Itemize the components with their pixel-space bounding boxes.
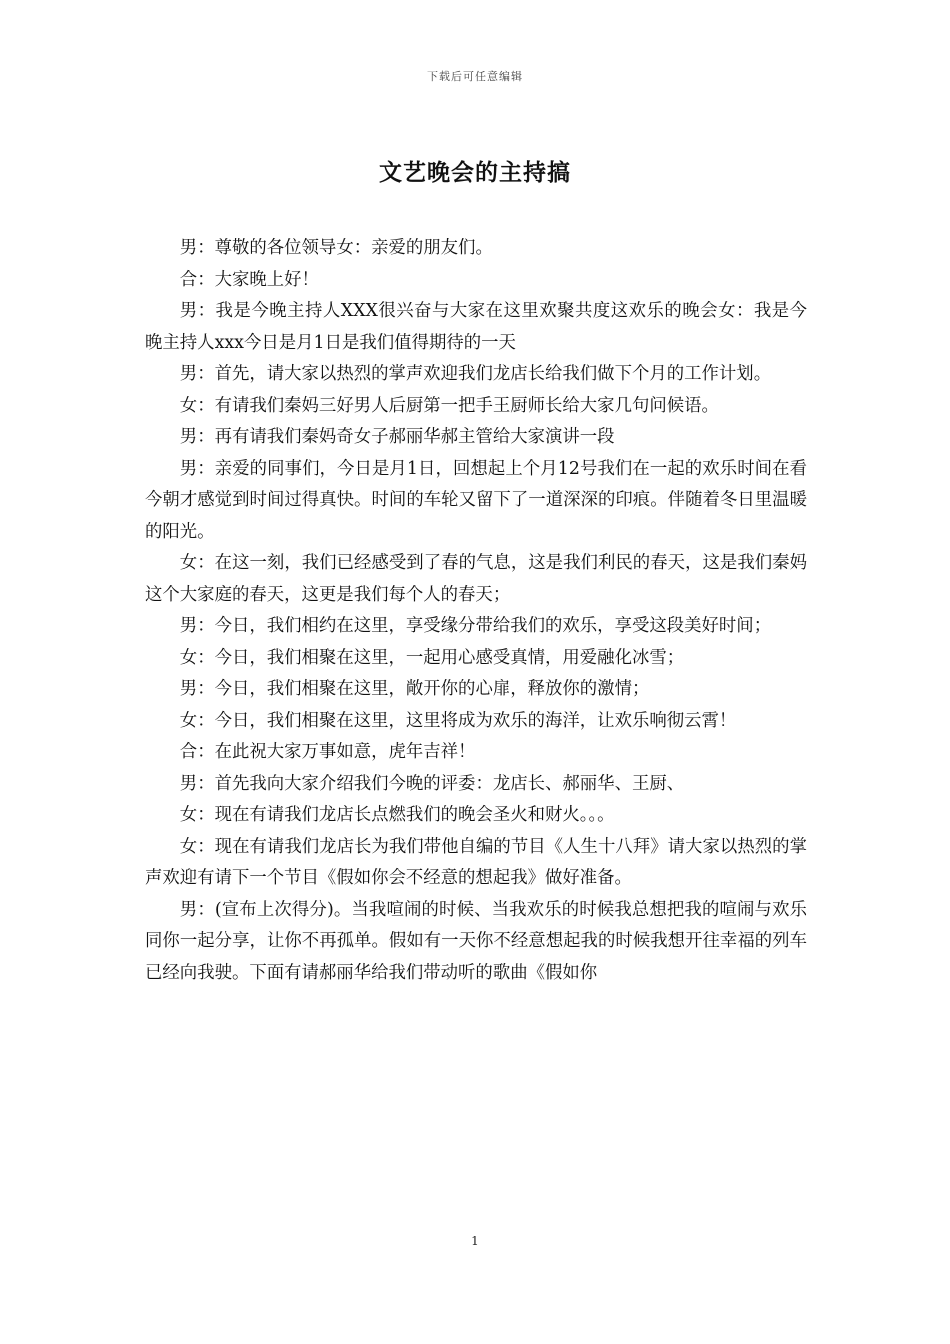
paragraph: 男：我是今晚主持人XXX很兴奋与大家在这里欢聚共度这欢乐的晚会女：我是今晚主持人xxx今日是月1日是我们值得期待的一天 [145,301,807,353]
paragraph: 男：尊敬的各位领导女：亲爱的朋友们。 [179,238,493,258]
paragraph: 合：在此祝大家万事如意，虎年吉祥！ [179,742,476,762]
paragraph: 女：有请我们秦妈三好男人后厨第一把手王厨师长给大家几句问候语。 [179,395,719,416]
paragraph: 男：今日，我们相约在这里，享受缘分带给我们的欢乐，享受这段美好时间； [179,616,772,636]
document-body [145,233,807,989]
paragraph: 女：现在有请我们龙店长点燃我们的晚会圣火和财火。。。 [179,805,615,825]
page-number: 1 [471,1234,479,1248]
header-note: 下载后可任意编辑 [427,70,523,83]
paragraph: 男：今日，我们相聚在这里，敞开你的心扉，释放你的激情； [179,679,650,699]
paragraph: 男：再有请我们秦妈奇女子郝丽华郝主管给大家演讲一段 [179,427,615,447]
paragraph: 合：大家晚上好！ [179,269,319,290]
paragraph: 男：亲爱的同事们，今日是月1日，回想起上个月12号我们在一起的欢乐时间在看今朝才感觉到时间过得真快。时间的车轮又留下了一道深深的印痕。伴随着冬日里温暖的阳光。 [145,458,807,542]
paragraph: 女：今日，我们相聚在这里，一起用心感受真情，用爱融化冰雪； [179,647,685,668]
paragraph: 男：首先我向大家介绍我们今晚的评委：龙店长、郝丽华、王厨、 [179,773,685,794]
paragraph: 女：今日，我们相聚在这里，这里将成为欢乐的海洋，让欢乐响彻云霄！ [179,710,737,731]
paragraph: 女：在这一刻，我们已经感受到了春的气息，这是我们利民的春天，这是我们秦妈这个大家庭的春天，这更是我们每个人的春天； [145,553,807,605]
document-title: 文艺晚会的主持搞 [379,159,571,186]
paragraph: 男：(宣布上次得分)。当我喧闹的时候、当我欢乐的时候我总想把我的喧闹与欢乐同你一起分享，让你不再孤单。假如有一天你不经意想起我的时候我想开往幸福的列车已经向我驶。下面有请郝丽华给我们带动听的歌曲《假如你 [145,899,807,983]
paragraph: 男：首先，请大家以热烈的掌声欢迎我们龙店长给我们做下个月的工作计划。 [179,364,772,384]
paragraph: 女：现在有请我们龙店长为我们带他自编的节目《人生十八拜》请大家以热烈的掌声欢迎有请下一个节目《假如你会不经意的想起我》做好准备。 [145,836,807,888]
